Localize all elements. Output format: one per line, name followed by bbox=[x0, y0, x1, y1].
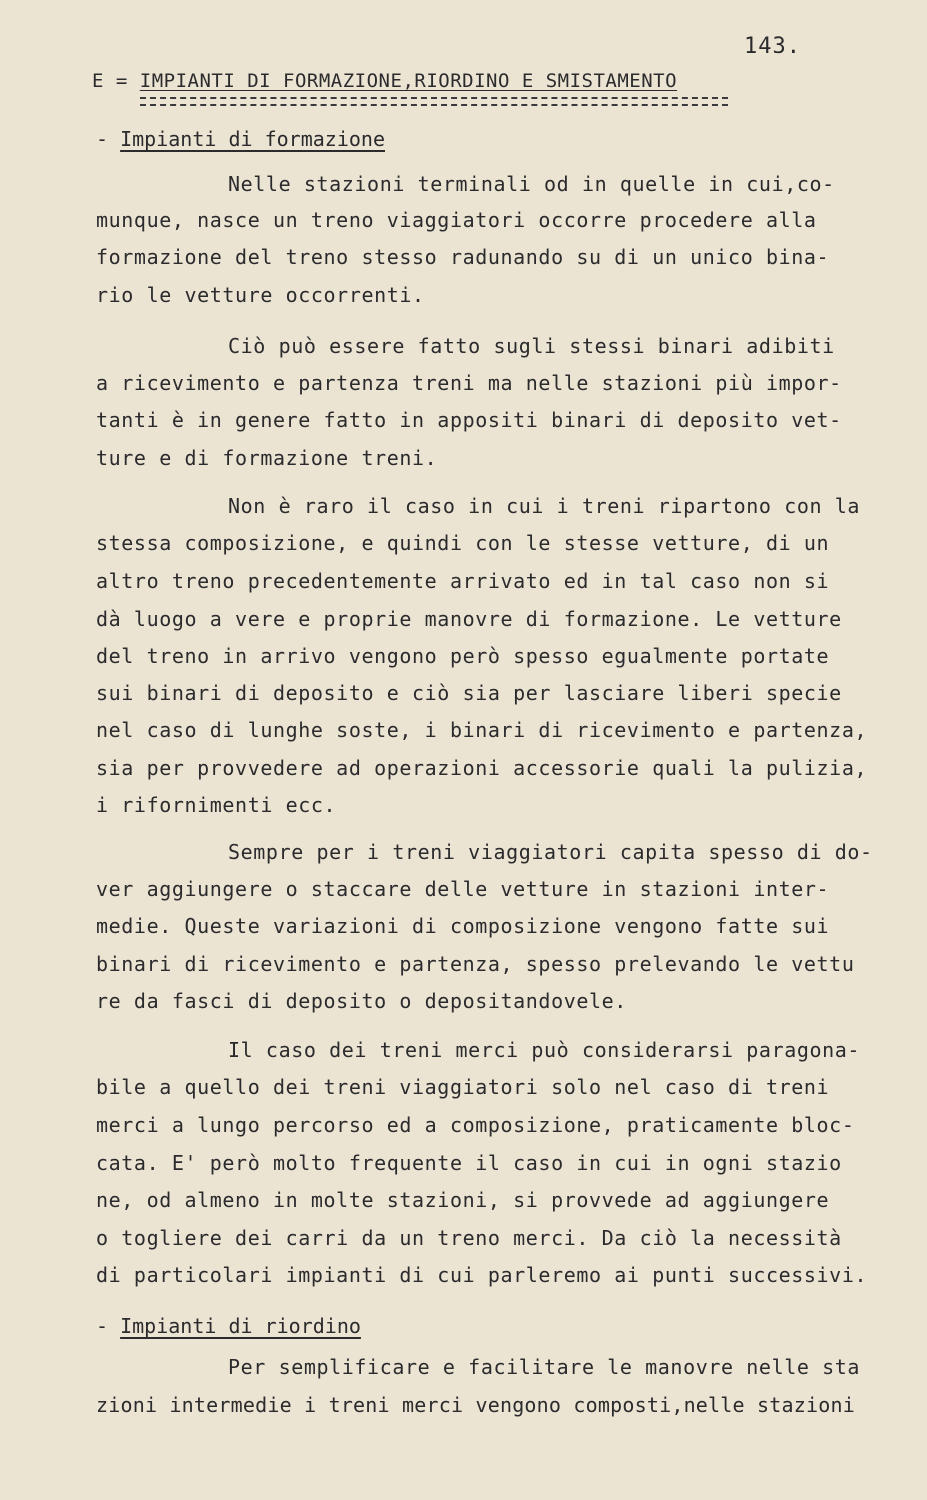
text-line: bile a quello dei treni viaggiatori solo nel caso di treni bbox=[96, 1075, 830, 1099]
text-line: Per semplificare e facilitare le manovre nelle sta bbox=[228, 1355, 861, 1379]
text-line: Nelle stazioni terminali od in quelle in cui,co- bbox=[228, 172, 835, 196]
text-line: altro treno precedentemente arrivato ed in tal caso non si bbox=[96, 569, 830, 593]
title-double-underline bbox=[140, 97, 728, 106]
text-line: tanti è in genere fatto in appositi binari di deposito vet- bbox=[96, 408, 842, 432]
text-line: re da fasci di deposito o depositandovele. bbox=[96, 989, 627, 1013]
section-dash: - bbox=[96, 1314, 109, 1338]
text-line: munque, nasce un treno viaggiatori occorre procedere alla bbox=[96, 208, 817, 232]
text-line: del treno in arrivo vengono però spesso egualmente portate bbox=[96, 644, 830, 668]
text-line: merci a lungo percorso ed a composizione, praticamente bloc- bbox=[96, 1113, 855, 1137]
section-heading-text: Impianti di riordino bbox=[120, 1314, 361, 1338]
page-number: 143. bbox=[744, 34, 801, 59]
text-line: sui binari di deposito e ciò sia per lasciare liberi specie bbox=[96, 681, 842, 705]
text-line: cata. E' però molto frequente il caso in cui in ogni stazio bbox=[96, 1151, 842, 1175]
text-line: ne, od almeno in molte stazioni, si provvede ad aggiungere bbox=[96, 1188, 830, 1212]
text-line: sia per provvedere ad operazioni accessorie quali la pulizia, bbox=[96, 756, 868, 780]
text-line: ture e di formazione treni. bbox=[96, 446, 438, 470]
text-line: rio le vetture occorrenti. bbox=[96, 283, 425, 307]
text-line: di particolari impianti di cui parleremo ai punti successivi. bbox=[96, 1263, 868, 1287]
text-line: Sempre per i treni viaggiatori capita spesso di do- bbox=[228, 840, 873, 864]
text-line: binari di ricevimento e partenza, spesso prelevando le vettu bbox=[96, 952, 855, 976]
text-line: formazione del treno stesso radunando su di un unico bina- bbox=[96, 245, 830, 269]
text-line: Non è raro il caso in cui i treni ripartono con la bbox=[228, 494, 861, 518]
section-heading-formazione bbox=[96, 127, 385, 151]
section-dash: - bbox=[96, 127, 109, 151]
text-line: nel caso di lunghe soste, i binari di ricevimento e partenza, bbox=[96, 718, 868, 742]
main-title-prefix: E = bbox=[92, 70, 128, 92]
text-line: Il caso dei treni merci può considerarsi paragona- bbox=[228, 1038, 861, 1062]
text-line: medie. Queste variazioni di composizione vengono fatte sui bbox=[96, 914, 830, 938]
text-line: stessa composizione, e quindi con le stesse vetture, di un bbox=[96, 531, 830, 555]
main-title-text: IMPIANTI DI FORMAZIONE,RIORDINO E SMISTAMENTO bbox=[139, 70, 678, 92]
text-line: i rifornimenti ecc. bbox=[96, 793, 337, 817]
text-line: Ciò può essere fatto sugli stessi binari adibiti bbox=[228, 334, 835, 358]
main-title bbox=[92, 70, 677, 92]
text-line: ver aggiungere o staccare delle vetture in stazioni inter- bbox=[96, 877, 830, 901]
text-line: zioni intermedie i treni merci vengono composti,nelle stazioni bbox=[96, 1393, 855, 1417]
section-heading-riordino bbox=[96, 1314, 361, 1338]
text-line: dà luogo a vere e proprie manovre di formazione. Le vetture bbox=[96, 607, 842, 631]
section-heading-text: Impianti di formazione bbox=[120, 127, 385, 151]
text-line: o togliere dei carri da un treno merci. Da ciò la necessità bbox=[96, 1226, 842, 1250]
text-line: a ricevimento e partenza treni ma nelle stazioni più impor- bbox=[96, 371, 842, 395]
